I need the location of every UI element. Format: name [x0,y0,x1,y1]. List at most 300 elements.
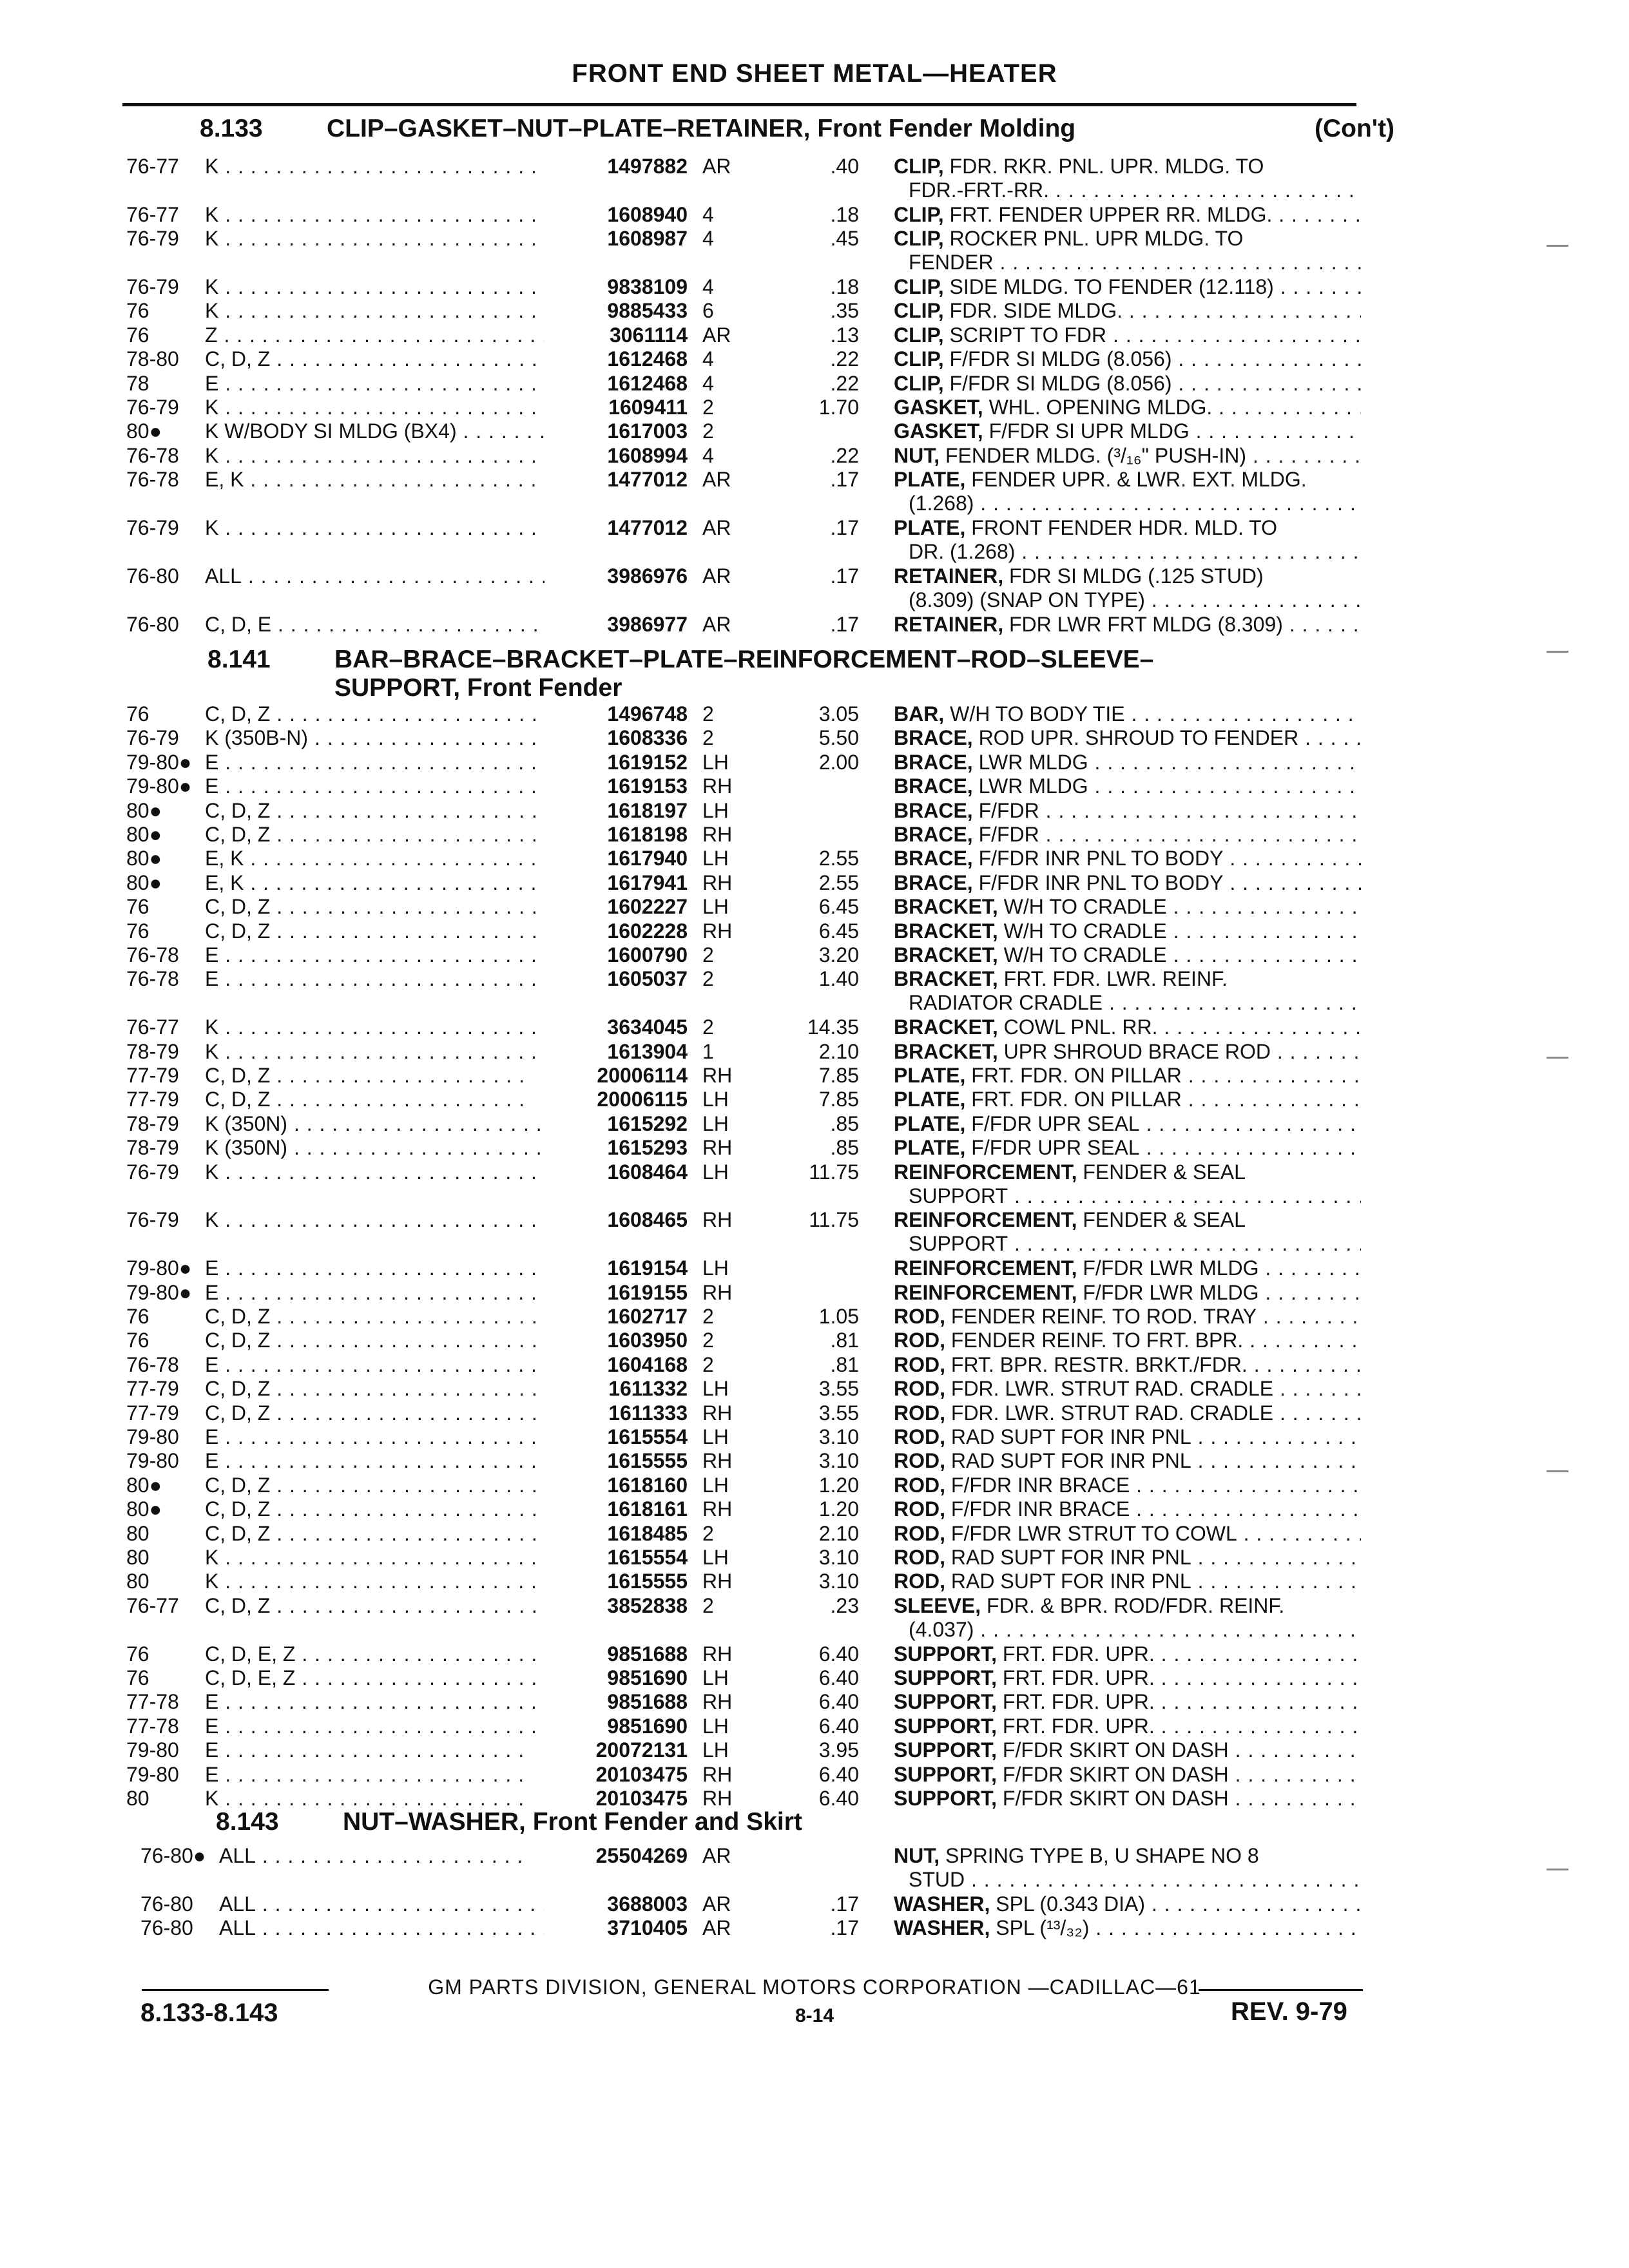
part-number: 1615554 [607,1425,688,1448]
model-code-text: C, D, E, Z [205,1666,296,1689]
model-year: 78 [126,371,149,395]
part-description-continued [909,1618,1361,1644]
model-code-text: E [205,1449,219,1473]
part-number: 1604168 [607,1352,688,1376]
part-description-text: SIDE MLDG. TO FENDER (12.118) [943,275,1274,298]
quantity: LH [702,1546,729,1569]
part-description [894,155,1361,180]
section-number: 8.141 [207,646,271,673]
part-number: 1619153 [607,774,688,798]
part-name: REINFORCEMENT, [894,1280,1077,1304]
part-number: 1602227 [607,895,688,919]
part-name: BRACE, [894,823,973,846]
list-price: 1.05 [818,1305,859,1328]
model-code [205,203,545,229]
model-code-text: E [205,967,219,991]
part-description-text: FDR SI MLDG (.125 STUD) [1003,564,1264,588]
part-name: CLIP, [894,323,944,347]
model-year: 79-80● [126,1256,192,1280]
quantity: AR [702,516,731,539]
part-description-continued [909,1868,1361,1894]
list-price: .18 [830,275,859,298]
part-number: 1611332 [608,1377,688,1401]
model-year: 77-79 [126,1064,179,1087]
part-description-text: FDR LWR FRT MLDG (8.309) [1003,612,1283,636]
list-price: .23 [830,1593,859,1617]
part-description-text: FENDER & SEAL [1077,1208,1246,1232]
list-price: .85 [830,1111,859,1135]
model-code-text: C, D, Z [205,1088,271,1111]
quantity: 2 [702,702,714,726]
quantity: 2 [702,1305,714,1328]
model-year: 78-80 [126,347,179,371]
model-code [205,1377,545,1403]
part-description-continued [909,588,1361,614]
model-code-text: E, K [205,468,244,492]
list-price: .22 [830,443,859,467]
model-code [205,1738,525,1764]
model-year: 76-77 [126,1593,179,1617]
part-number: 3710405 [607,1916,688,1940]
model-code-text: K [205,1787,219,1810]
list-price: 7.85 [818,1088,859,1111]
model-code [205,1594,545,1620]
model-code-text: ALL [205,564,242,588]
model-code [205,1088,525,1113]
part-description [894,774,1361,800]
list-price: .81 [830,1352,859,1376]
model-code-text: K [205,275,219,298]
quantity: 2 [702,726,714,750]
model-code [205,1546,545,1571]
part-description [894,1377,1361,1403]
model-year: 76-79 [126,1208,179,1232]
model-code-text: K (350N) [205,1111,288,1135]
part-description [894,1449,1361,1475]
model-code-text: K [205,1208,219,1232]
part-description-text: FENDER REINF. TO FRT. BPR. [945,1329,1244,1352]
quantity: 1 [702,1039,714,1063]
part-number: 1613904 [607,1039,688,1063]
model-code-text: C, D, Z [205,823,271,846]
model-year: 80 [126,1570,149,1593]
part-number: 1605037 [607,967,688,991]
list-price: 2.10 [818,1521,859,1545]
part-description-text: RAD SUPT FOR INR PNL [945,1570,1191,1593]
part-description-text: FENDER & SEAL [1077,1160,1246,1184]
model-year: 76-79 [126,227,179,251]
model-code-text: C, D, Z [205,798,271,822]
part-description [894,1305,1361,1331]
quantity: RH [702,823,733,846]
model-code-text: E [205,774,219,798]
part-description-text: FRT. BPR. RESTR. BRKT./FDR. [945,1352,1248,1376]
model-year: 76 [126,299,149,323]
part-description-text: FRT. FDR. ON PILLAR [965,1088,1182,1111]
part-description [894,943,1361,969]
part-description-text: FRT. FDR. UPR. [997,1714,1155,1738]
quantity: 2 [702,943,714,966]
list-price: .40 [830,155,859,178]
part-name: BRACE, [894,798,973,822]
part-number: 25504269 [595,1844,688,1867]
part-description [894,1642,1361,1668]
model-year: 80● [126,419,162,443]
part-name: ROD, [894,1329,945,1352]
part-description-text: ROD UPR. SHROUD TO FENDER [972,726,1299,750]
part-description [894,396,1361,421]
model-code-text: E [205,943,219,966]
part-name: ROD, [894,1449,945,1473]
part-number: 9851688 [607,1690,688,1714]
model-year: 77-79 [126,1401,179,1425]
list-price: 6.40 [818,1642,859,1666]
model-code-text: K [205,1546,219,1569]
part-name: BRACE, [894,847,973,870]
part-number: 1617941 [607,870,688,894]
model-code-text: K W/BODY SI MLDG (BX4) [205,419,457,443]
part-name: BRACKET, [894,1039,998,1063]
model-year: 77-79 [126,1377,179,1401]
part-description [894,1570,1361,1595]
model-code [205,823,545,849]
quantity: RH [702,774,733,798]
quantity: RH [702,1136,733,1160]
list-price: .81 [830,1329,859,1352]
part-description-line2: STUD [909,1868,965,1891]
model-code [205,1040,545,1066]
part-description-text: FDR. LWR. STRUT RAD. CRADLE [945,1377,1274,1401]
part-description [894,564,1361,590]
quantity: RH [702,1642,733,1666]
part-name: SUPPORT, [894,1690,998,1714]
part-description [894,444,1361,470]
margin-mark [1547,1869,1568,1870]
model-year: 76-79 [126,275,179,298]
model-code-text: K [205,299,219,323]
quantity: 2 [702,396,714,419]
model-code [205,419,545,445]
model-year: 76-78 [126,443,179,467]
part-name: ROD, [894,1497,945,1521]
quantity: LH [702,1160,729,1184]
part-number: 9851690 [607,1666,688,1689]
list-price: 3.20 [818,943,859,966]
list-price: .17 [830,468,859,492]
part-description-text: FENDER UPR. & LWR. EXT. MLDG. [965,468,1307,492]
part-description [894,1160,1361,1186]
model-code [205,1425,545,1451]
part-name: PLATE, [894,1136,966,1160]
model-code [205,1497,545,1523]
part-name: RETAINER, [894,564,1004,588]
quantity: AR [702,155,731,178]
part-name: SUPPORT, [894,1642,998,1666]
part-description [894,1064,1361,1090]
part-description-line2: SUPPORT [909,1232,1008,1256]
list-price: .18 [830,202,859,226]
part-description [894,1474,1361,1499]
quantity: LH [702,1425,729,1448]
part-description-text: F/FDR LWR MLDG [1077,1256,1259,1280]
part-number: 20006114 [597,1064,688,1087]
model-code-text: K [205,1015,219,1039]
part-number: 1617940 [607,847,688,870]
part-description-text: FRT. FDR. LWR. REINF. [998,967,1228,991]
part-number: 20103475 [595,1787,688,1810]
quantity: 4 [702,202,714,226]
list-price: .85 [830,1136,859,1160]
list-price: .17 [830,612,859,636]
part-number: 1602717 [607,1305,688,1328]
part-name: RETAINER, [894,612,1004,636]
model-code-text: E [205,1762,219,1786]
model-year: 76-80 [140,1892,193,1916]
model-code-text: K [205,155,219,178]
list-price: .17 [830,516,859,539]
part-number: 1477012 [607,468,688,492]
part-description [894,751,1361,776]
list-price: 2.55 [818,870,859,894]
part-description-text: FDR. RKR. PNL. UPR. MLDG. TO [943,155,1264,178]
model-code [205,613,545,639]
part-description-text: F/FDR SI MLDG (8.056) [943,371,1172,395]
footer-section-range: 8.133-8.143 [140,1999,278,2027]
part-name: WASHER, [894,1892,990,1916]
model-code [205,323,545,349]
part-number: 1602228 [607,919,688,943]
part-name: REINFORCEMENT, [894,1208,1077,1232]
model-code [205,1329,545,1354]
part-description [894,1546,1361,1571]
part-description [894,1208,1361,1234]
part-name: CLIP, [894,202,944,226]
part-description-text: FRT. FDR. ON PILLAR [965,1064,1182,1087]
quantity: LH [702,1256,729,1280]
list-price: 6.45 [818,919,859,943]
list-price: 3.95 [818,1738,859,1762]
list-price: 5.50 [818,726,859,750]
quantity: RH [702,1280,733,1304]
model-code [205,1666,545,1692]
list-price: 3.05 [818,702,859,726]
part-description-text: F/FDR SKIRT ON DASH [997,1762,1229,1786]
part-description [894,1892,1361,1918]
part-description-text: ROCKER PNL. UPR MLDG. TO [943,227,1244,251]
part-description-text: FDR. SIDE MLDG. [943,299,1123,323]
part-description [894,323,1361,349]
part-name: GASKET, [894,396,983,419]
part-description [894,1329,1361,1354]
quantity: 4 [702,227,714,251]
section-continued: (Con't) [1315,115,1395,142]
part-name: SUPPORT, [894,1666,998,1689]
model-year: 76-78 [126,468,179,492]
part-name: ROD, [894,1425,945,1448]
quantity: RH [702,1690,733,1714]
quantity: AR [702,1844,731,1867]
quantity: AR [702,323,731,347]
model-code-text: C, D, Z [205,1064,271,1087]
part-name: SUPPORT, [894,1787,998,1810]
part-description [894,847,1361,872]
model-code [219,1844,525,1870]
list-price: 2.55 [818,847,859,870]
model-code-text: C, D, Z [205,895,271,919]
part-description [894,275,1361,301]
part-number: 1619152 [607,750,688,774]
list-price: 3.55 [818,1377,859,1401]
model-code [205,347,545,373]
model-code [205,919,545,945]
model-code [205,516,545,542]
part-number: 1619155 [607,1280,688,1304]
part-number: 20006115 [597,1088,688,1111]
quantity: 2 [702,967,714,991]
model-year: 76-77 [126,202,179,226]
model-code [205,1064,525,1090]
model-code-text: K [205,396,219,419]
model-code [205,751,545,776]
part-description [894,1715,1361,1740]
part-number: 1600790 [607,943,688,966]
part-number: 3852838 [607,1593,688,1617]
quantity: RH [702,1570,733,1593]
part-description-line2: DR. (1.268) [909,540,1016,563]
part-description-text: W/H TO CRADLE [998,919,1167,943]
model-code [205,1522,545,1548]
model-year: 76 [126,1305,149,1328]
model-year: 77-78 [126,1690,179,1714]
model-code [219,1916,545,1942]
part-name: BAR, [894,702,945,726]
part-description-continued [909,178,1361,204]
part-number: 1615555 [607,1570,688,1593]
part-description [894,1763,1361,1789]
model-year: 78-79 [126,1136,179,1160]
model-code [205,468,545,494]
model-year: 76 [126,895,149,919]
part-number: 1617003 [607,419,688,443]
model-code [205,847,545,872]
model-year: 76-79 [126,396,179,419]
list-price: 14.35 [807,1015,859,1039]
part-description-continued [909,1232,1361,1258]
model-year: 76-79 [126,726,179,750]
model-code [205,1136,545,1162]
part-description-continued [909,251,1361,276]
model-year: 76-79 [126,516,179,539]
model-code [205,1015,545,1041]
model-code [205,943,545,969]
part-name: ROD, [894,1521,945,1545]
part-name: BRACKET, [894,919,998,943]
model-year: 80● [126,1497,162,1521]
part-description-text: F/FDR INR BRACE [945,1497,1130,1521]
section-title-line2: SUPPORT, Front Fender [334,674,622,702]
model-code [205,1642,545,1668]
part-description-line2: FDR.-FRT.-RR. [909,178,1050,202]
part-description-text: FRONT FENDER HDR. MLD. TO [965,516,1277,539]
margin-mark [1547,651,1568,653]
model-code-text: C, D, Z [205,1593,271,1617]
part-description [894,895,1361,921]
quantity: 2 [702,1015,714,1039]
model-year: 79-80 [126,1738,179,1762]
part-description [894,1844,1361,1870]
list-price: 6.40 [818,1666,859,1689]
quantity: RH [702,1762,733,1786]
part-name: BRACKET, [894,943,998,966]
model-year: 76 [126,1642,149,1666]
part-description-line2: SUPPORT [909,1184,1008,1207]
footer-publisher: GM PARTS DIVISION, GENERAL MOTORS CORPORATION —CADILLAC—61 [428,1975,1201,1999]
list-price: 3.10 [818,1425,859,1448]
part-name: ROD, [894,1401,945,1425]
quantity: AR [702,1892,731,1916]
part-number: 1612468 [607,371,688,395]
part-description [894,823,1361,849]
model-code-text: K [205,202,219,226]
part-name: PLATE, [894,468,966,492]
part-description [894,1497,1361,1523]
part-description-text: FRT. FENDER UPPER RR. MLDG. [943,202,1273,226]
part-name: ROD, [894,1352,945,1376]
part-description-text: FRT. FDR. UPR. [997,1690,1155,1714]
model-code [205,396,545,421]
part-name: REINFORCEMENT, [894,1256,1077,1280]
part-number: 3061114 [609,323,688,347]
quantity: 4 [702,275,714,298]
model-code-text: C, D, Z [205,1497,271,1521]
part-description-text: RAD SUPT FOR INR PNL [945,1425,1191,1448]
part-name: BRACE, [894,774,973,798]
list-price: 1.20 [818,1473,859,1497]
part-name: SLEEVE, [894,1593,981,1617]
part-description-line2: (4.037) [909,1617,974,1641]
list-price: 3.55 [818,1401,859,1425]
quantity: 4 [702,347,714,371]
part-name: WASHER, [894,1916,990,1940]
part-description-continued [909,991,1361,1017]
part-name: SUPPORT, [894,1714,998,1738]
section-title: NUT–WASHER, [343,1808,526,1836]
part-description [894,516,1361,542]
model-year: 80● [126,823,162,846]
list-price: 3.10 [818,1546,859,1569]
part-name: SUPPORT, [894,1738,998,1762]
part-number: 1608336 [607,726,688,750]
model-code [205,1112,545,1138]
quantity: 2 [702,1521,714,1545]
list-price: 1.20 [818,1497,859,1521]
model-code [219,1892,545,1918]
part-name: BRACKET, [894,1015,998,1039]
quantity: 2 [702,1593,714,1617]
part-number: 1608464 [607,1160,688,1184]
quantity: RH [702,1401,733,1425]
model-code [205,799,545,825]
part-number: 1609411 [608,396,688,419]
part-description [894,1112,1361,1138]
part-description [894,1015,1361,1041]
part-description-text: F/FDR SI MLDG (8.056) [943,347,1172,371]
quantity: 2 [702,1329,714,1352]
part-name: GASKET, [894,419,983,443]
part-description-text: SCRIPT TO FDR [943,323,1107,347]
part-name: CLIP, [894,371,944,395]
model-code-text: C, D, Z [205,1521,271,1545]
